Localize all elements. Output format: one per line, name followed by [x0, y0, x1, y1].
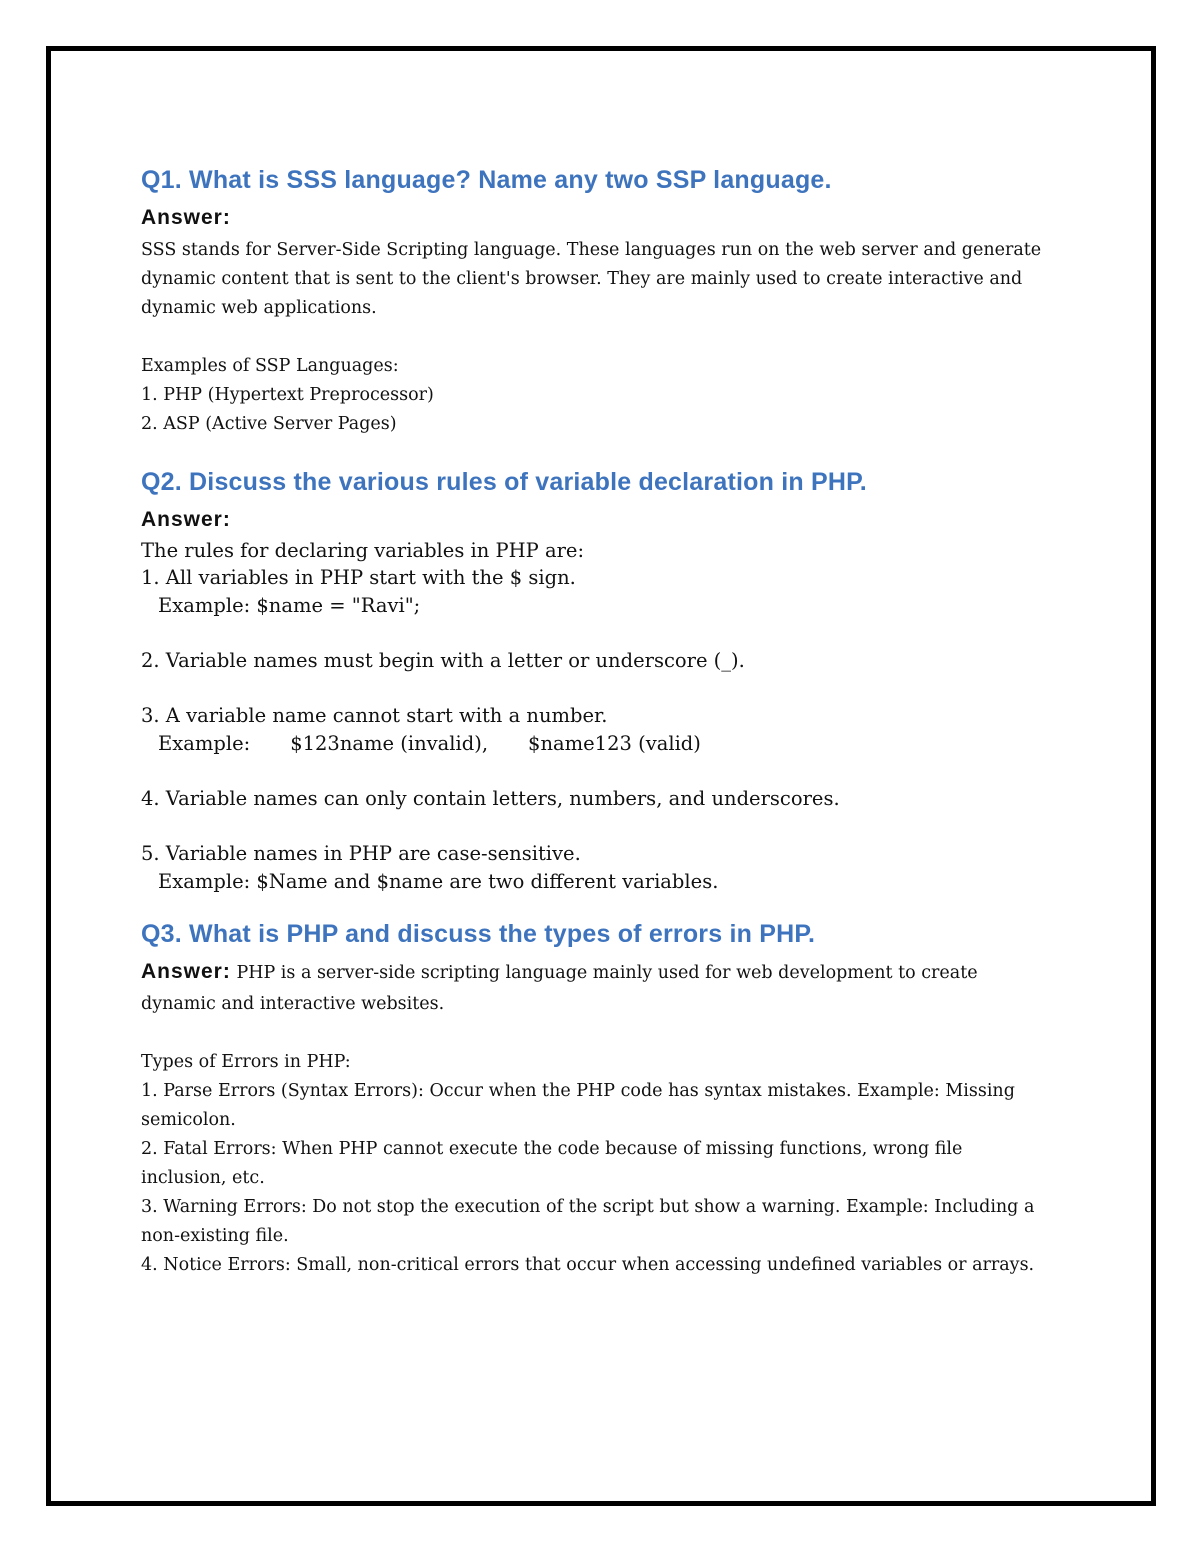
- q3-error-line: non-existing file.: [141, 1226, 289, 1246]
- q1-paragraph-line: dynamic web applications.: [141, 298, 377, 318]
- q2-intro: The rules for declaring variables in PHP are:: [141, 539, 585, 562]
- q2-rule-2: 2. Variable names must begin with a letter or underscore (_).: [141, 649, 745, 672]
- q3-answer-text: PHP is a server-side scripting language mainly used for web development to create: [236, 963, 978, 983]
- q2-rule-3-example: [158, 732, 701, 755]
- q1-example-item: 2. ASP (Active Server Pages): [141, 414, 397, 434]
- q1-paragraph-line: SSS stands for Server-Side Scripting language. These languages run on the web server and generate: [141, 240, 1042, 260]
- answer-label: Answer:: [141, 960, 231, 983]
- q1-examples-title: Examples of SSP Languages:: [141, 356, 399, 376]
- q3-types-title: Types of Errors in PHP:: [141, 1052, 351, 1072]
- q2-rule-1: 1. All variables in PHP start with the $ sign.: [141, 566, 576, 589]
- answer-label: Answer:: [141, 508, 231, 531]
- q1-answer-label: [141, 206, 231, 230]
- example-invalid: $123name (invalid),: [290, 732, 489, 755]
- q3-error-line: 1. Parse Errors (Syntax Errors): Occur when the PHP code has syntax mistakes. Example: Missing: [141, 1081, 1015, 1101]
- q3-error-line: 4. Notice Errors: Small, non-critical errors that occur when accessing undefined variables or arrays.: [141, 1255, 1035, 1275]
- q3-error-line: inclusion, etc.: [141, 1168, 265, 1188]
- q2-rule-5-example: Example: $Name and $name are two different variables.: [158, 870, 719, 893]
- q2-rule-4: 4. Variable names can only contain letters, numbers, and underscores.: [141, 787, 840, 810]
- q2-heading: Q2. Discuss the various rules of variable declaration in PHP.: [141, 468, 867, 496]
- q1-example-item: 1. PHP (Hypertext Preprocessor): [141, 385, 434, 405]
- q3-answer-line-2: dynamic and interactive websites.: [141, 994, 445, 1014]
- q2-rule-5: 5. Variable names in PHP are case-sensitive.: [141, 842, 581, 865]
- q3-error-line: 2. Fatal Errors: When PHP cannot execute the code because of missing functions, wrong file: [141, 1139, 963, 1159]
- q3-answer-line-1: [141, 960, 978, 984]
- q2-rule-3: 3. A variable name cannot start with a number.: [141, 704, 608, 727]
- page-border: [46, 46, 1156, 1506]
- q3-heading: Q3. What is PHP and discuss the types of errors in PHP.: [141, 920, 816, 948]
- q1-heading: Q1. What is SSS language? Name any two SSP language.: [141, 166, 832, 194]
- answer-label: Answer:: [141, 206, 231, 229]
- q3-error-line: 3. Warning Errors: Do not stop the execution of the script but show a warning. Example: Including a: [141, 1197, 1035, 1217]
- example-label: Example:: [158, 732, 251, 755]
- example-valid: $name123 (valid): [528, 732, 701, 755]
- q3-error-line: semicolon.: [141, 1110, 236, 1130]
- q2-rule-1-example: Example: $name = "Ravi";: [158, 594, 421, 617]
- q1-paragraph-line: dynamic content that is sent to the client's browser. They are mainly used to create interactive and: [141, 269, 1023, 289]
- q2-answer-label: [141, 508, 231, 532]
